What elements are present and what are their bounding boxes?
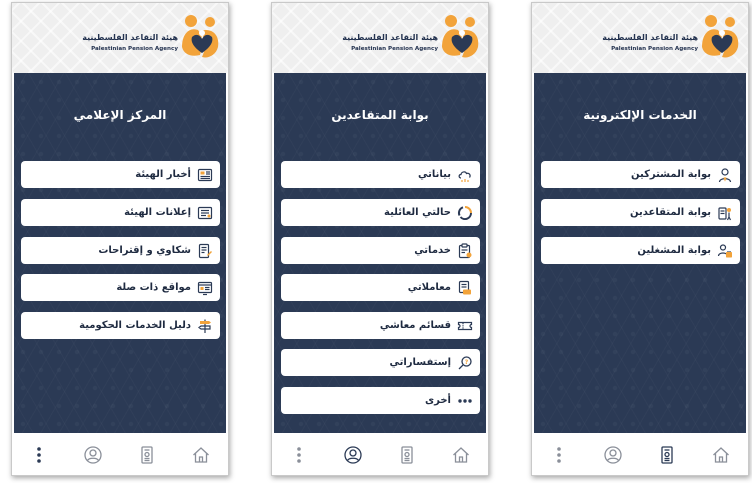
signpost-icon: [196, 317, 214, 335]
menu-panel: [274, 73, 486, 433]
profile-icon: [603, 445, 623, 465]
logo-name-en: Palestinian Pension Agency: [91, 46, 178, 52]
app-header: [12, 3, 228, 73]
app-header: [532, 3, 748, 73]
menu-item-pension-slips[interactable]: [281, 312, 480, 339]
page-title: المركز الإعلامي: [73, 108, 167, 122]
related-sites-icon: [196, 279, 214, 297]
menu-item-label: قسائم معاشي: [379, 320, 451, 331]
family-status-icon: [456, 204, 474, 222]
menu-item-my-data[interactable]: [281, 161, 480, 188]
inquiry-icon: [456, 354, 474, 372]
bottom-nav: [532, 433, 748, 476]
logo-mark-icon: [178, 13, 222, 61]
bottom-nav: [12, 433, 228, 476]
id-card-icon: [397, 445, 417, 465]
menu-item-label: بوابة المشغلين: [637, 245, 711, 256]
menu-item-my-services[interactable]: [281, 237, 480, 264]
menu-item-gov-services-guide[interactable]: [21, 312, 220, 339]
id-card-icon: [137, 445, 157, 465]
page-title: بوابة المتقاعدين: [331, 108, 429, 122]
menu-item-label: شكاوي و إقتراحات: [98, 245, 191, 256]
logo-name-ar: هيئة التقاعد الفلسطينية: [602, 33, 698, 42]
app-header: [272, 3, 488, 73]
transactions-icon: [456, 279, 474, 297]
menu-item-label: حالتي العائلية: [384, 207, 451, 218]
menu-item-label: خدماتي: [414, 245, 451, 256]
home-icon: [711, 445, 731, 465]
bottom-nav: [272, 433, 488, 476]
menu-item-other[interactable]: [281, 387, 480, 414]
logo-name-ar: هيئة التقاعد الفلسطينية: [82, 33, 178, 42]
menu-item-related-sites[interactable]: [21, 274, 220, 301]
menu-item-my-inquiries[interactable]: [281, 349, 480, 376]
menu-item-agency-news[interactable]: [21, 161, 220, 188]
more-vertical-icon: [549, 445, 569, 465]
phone-media-center: [11, 2, 229, 476]
nav-profile-button[interactable]: [326, 433, 380, 476]
menu-item-label: إستفساراتي: [389, 357, 451, 368]
menu-item-subscribers-portal[interactable]: [541, 161, 740, 188]
profile-icon: [83, 445, 103, 465]
agency-logo: [602, 13, 742, 65]
nav-home-button[interactable]: [434, 433, 488, 476]
menu-item-label: معاملاتي: [407, 282, 451, 293]
nav-id-card-button[interactable]: [380, 433, 434, 476]
logo-name-ar: هيئة التقاعد الفلسطينية: [342, 33, 438, 42]
home-icon: [451, 445, 471, 465]
ticket-icon: [456, 317, 474, 335]
nav-more-button[interactable]: [272, 433, 326, 476]
more-vertical-icon: [289, 445, 309, 465]
agency-logo: [342, 13, 482, 65]
menu-item-complaints-suggestions[interactable]: [21, 237, 220, 264]
menu-item-agency-announcements[interactable]: [21, 199, 220, 226]
profile-icon: [343, 445, 363, 465]
more-dots-icon: [456, 392, 474, 410]
menu-item-label: دليل الخدمات الحكومية: [79, 320, 191, 331]
menu-item-label: مواقع ذات صلة: [116, 282, 191, 293]
phone-electronic-services: [531, 2, 749, 476]
menu-item-label: بياناتي: [418, 169, 451, 180]
menu-item-retirees-portal[interactable]: [541, 199, 740, 226]
menu-item-label: إعلانات الهيئة: [124, 207, 191, 218]
menu-item-my-transactions[interactable]: [281, 274, 480, 301]
menu-item-family-status[interactable]: [281, 199, 480, 226]
employer-icon: [716, 242, 734, 260]
nav-more-button[interactable]: [12, 433, 66, 476]
logo-name-en: Palestinian Pension Agency: [611, 46, 698, 52]
page-title: الخدمات الإلكترونية: [583, 108, 697, 122]
nav-profile-button[interactable]: [66, 433, 120, 476]
nav-home-button[interactable]: [694, 433, 748, 476]
nav-home-button[interactable]: [174, 433, 228, 476]
menu-item-label: بوابة المتقاعدين: [629, 207, 711, 218]
newspaper-icon: [196, 166, 214, 184]
svg-text:?: ?: [464, 358, 469, 366]
logo-mark-icon: [698, 13, 742, 61]
more-vertical-icon: [29, 445, 49, 465]
menu-item-label: أخبار الهيئة: [135, 169, 191, 180]
logo-mark-icon: [438, 13, 482, 61]
complaint-form-icon: [196, 242, 214, 260]
menu-panel: [14, 73, 226, 433]
menu-panel: [534, 73, 746, 433]
nav-more-button[interactable]: [532, 433, 586, 476]
cloud-data-icon: [456, 166, 474, 184]
announcement-icon: [196, 204, 214, 222]
nav-id-card-button[interactable]: [640, 433, 694, 476]
menu-item-label: بوابة المشتركين: [630, 169, 711, 180]
menu-item-label: أخرى: [424, 395, 451, 406]
subscriber-icon: [716, 166, 734, 184]
nav-profile-button[interactable]: [586, 433, 640, 476]
nav-id-card-button[interactable]: [120, 433, 174, 476]
clipboard-services-icon: [456, 242, 474, 260]
agency-logo: [82, 13, 222, 65]
logo-name-en: Palestinian Pension Agency: [351, 46, 438, 52]
menu-item-employers-portal[interactable]: [541, 237, 740, 264]
phone-retirees-portal: [271, 2, 489, 476]
id-card-icon: [657, 445, 677, 465]
home-icon: [191, 445, 211, 465]
retiree-icon: [716, 204, 734, 222]
